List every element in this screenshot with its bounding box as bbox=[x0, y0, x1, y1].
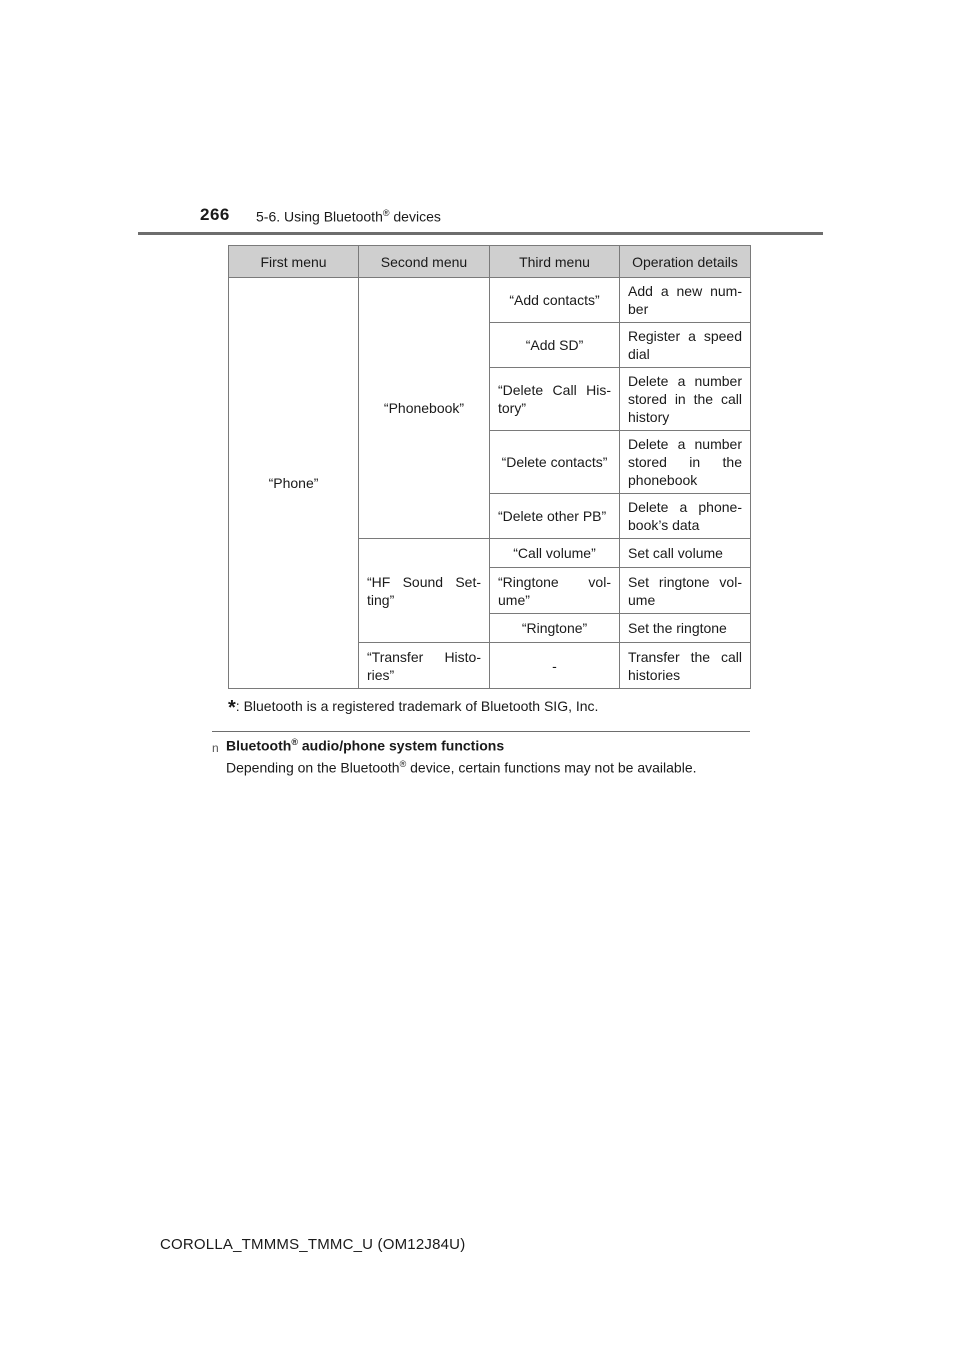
second-menu-cell: “HF Sound Set-ting” bbox=[359, 539, 490, 643]
note-body: Depending on the Bluetooth® device, certain functions may not be available. bbox=[226, 759, 697, 776]
note-title: Bluetooth® audio/phone system functions bbox=[226, 737, 505, 754]
note-rule bbox=[212, 731, 750, 732]
second-menu-cell: “Phonebook” bbox=[359, 278, 490, 539]
column-header-first-menu: First menu bbox=[229, 246, 359, 278]
third-menu-cell: “Delete contacts” bbox=[490, 431, 620, 494]
third-menu-cell: “Add SD” bbox=[490, 323, 620, 368]
trademark-footnote bbox=[228, 697, 598, 720]
details-cell: Set call volume bbox=[620, 539, 751, 568]
column-header-second-menu: Second menu bbox=[359, 246, 490, 278]
third-menu-cell: “Delete Call His-tory” bbox=[490, 368, 620, 431]
details-cell: Transfer the call histories bbox=[620, 643, 751, 689]
first-menu-cell: “Phone” bbox=[229, 278, 359, 689]
footnote-text: : Bluetooth is a registered trademark of Bluetooth SIG, Inc. bbox=[235, 698, 599, 714]
second-menu-cell: “Transfer Histo-ries” bbox=[359, 643, 490, 689]
registered-mark: ® bbox=[382, 208, 390, 218]
details-cell: Add a new num-ber bbox=[620, 278, 751, 323]
header-rule bbox=[138, 232, 823, 235]
details-cell: Set the ringtone bbox=[620, 614, 751, 643]
column-header-operation-details: Operation details bbox=[620, 246, 751, 278]
third-menu-cell: - bbox=[490, 643, 620, 689]
column-header-third-menu: Third menu bbox=[490, 246, 620, 278]
registered-mark: ® bbox=[291, 737, 298, 747]
third-menu-cell: “Delete other PB” bbox=[490, 494, 620, 539]
third-menu-cell: “Ringtone” bbox=[490, 614, 620, 643]
details-cell: Delete a number stored in the call history bbox=[620, 368, 751, 431]
registered-mark: ® bbox=[399, 759, 407, 769]
section-title: 5-6. Using Bluetooth® devices bbox=[256, 208, 441, 225]
details-cell: Delete a phone-book’s data bbox=[620, 494, 751, 539]
details-cell: Delete a number stored in the phonebook bbox=[620, 431, 751, 494]
footnote-marker: * bbox=[228, 697, 236, 719]
third-menu-cell: “Ringtone vol-ume” bbox=[490, 568, 620, 614]
note-bullet-icon: n bbox=[212, 741, 219, 755]
page-footer: COROLLA_TMMMS_TMMC_U (OM12J84U) bbox=[160, 1236, 466, 1253]
third-menu-cell: “Call volume” bbox=[490, 539, 620, 568]
table-row bbox=[229, 278, 751, 323]
table-header-row bbox=[229, 246, 751, 278]
details-cell: Set ringtone vol-ume bbox=[620, 568, 751, 614]
details-cell: Register a speed dial bbox=[620, 323, 751, 368]
menu-table bbox=[228, 245, 751, 689]
page-number: 266 bbox=[200, 205, 230, 224]
third-menu-cell: “Add contacts” bbox=[490, 278, 620, 323]
